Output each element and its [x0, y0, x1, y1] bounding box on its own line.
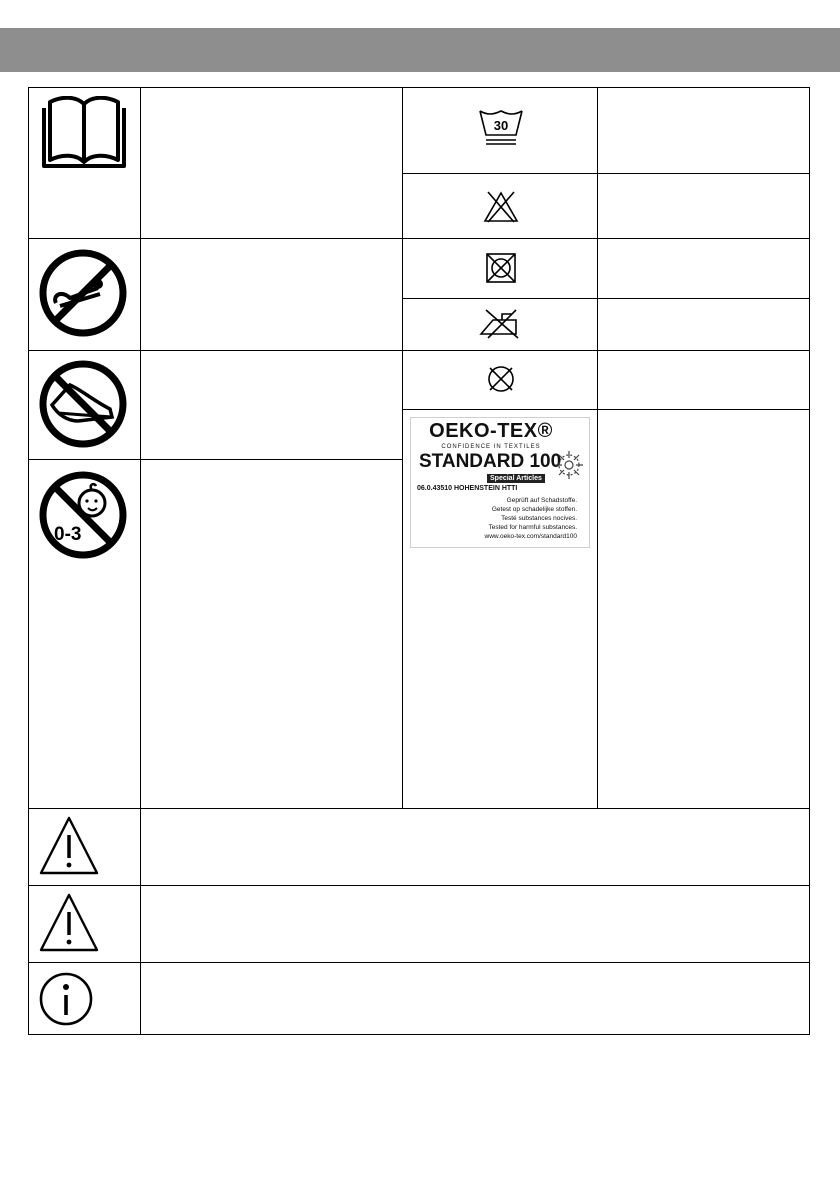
oeko-tex-line: Geprüft auf Schadstoffe. [506, 497, 577, 504]
info-icon [38, 971, 94, 1027]
description-cell-no-iron [598, 299, 809, 350]
description-cell-no-pins [141, 239, 402, 350]
description-cell-warning-2 [141, 886, 809, 962]
no-folding-icon [38, 359, 128, 449]
wash-30-label: 30 [493, 118, 509, 133]
oeko-tex-flower-icon [554, 450, 584, 480]
oeko-tex-line: Getest op schadelijke stoffen. [491, 506, 577, 513]
no-iron-icon [478, 306, 522, 340]
warning-triangle-icon [38, 892, 100, 954]
age-restriction-label: 0-3 [54, 524, 82, 545]
description-cell-oeko-tex [598, 410, 809, 808]
description-cell-no-folding [141, 351, 402, 459]
oeko-tex-label [410, 417, 590, 548]
no-tumble-dry-icon [484, 251, 518, 285]
oeko-tex-tagline: CONFIDENCE IN TEXTILES [441, 444, 541, 450]
table-border-bottom [28, 1034, 810, 1035]
no-safety-pins-icon [38, 248, 128, 338]
oeko-tex-cert-number: 06.0.43510 HOHENSTEIN HTTI [417, 485, 518, 492]
oeko-tex-url: www.oeko-tex.com/standard100 [484, 533, 577, 540]
description-cell-warning-1 [141, 809, 809, 885]
warning-triangle-icon [38, 815, 100, 877]
no-bleach-icon [482, 190, 520, 224]
oeko-tex-line: Tested for harmful substances. [488, 524, 577, 531]
no-dry-clean-icon [485, 363, 517, 395]
wash-30-icon [477, 108, 525, 150]
oeko-tex-badge: Special Articles [487, 474, 545, 483]
description-cell-age-warning [141, 460, 402, 808]
age-restriction-icon [38, 470, 128, 560]
oeko-tex-brand: OEKO-TEX® [429, 420, 553, 442]
table-border-left [28, 87, 29, 1035]
col-divider-2 [402, 87, 403, 808]
read-manual-icon [38, 96, 130, 176]
oeko-tex-standard: STANDARD 100 [419, 451, 562, 472]
description-cell-info [141, 963, 809, 1034]
description-cell-no-bleach [598, 174, 809, 238]
description-cell-no-tumble-dry [598, 239, 809, 298]
description-cell-no-dry-clean [598, 351, 809, 409]
oeko-tex-line: Testé substances nocives. [501, 515, 577, 522]
description-cell-wash-30 [598, 88, 809, 173]
table-border-right [809, 87, 810, 1035]
description-cell-read-manual [141, 88, 402, 238]
